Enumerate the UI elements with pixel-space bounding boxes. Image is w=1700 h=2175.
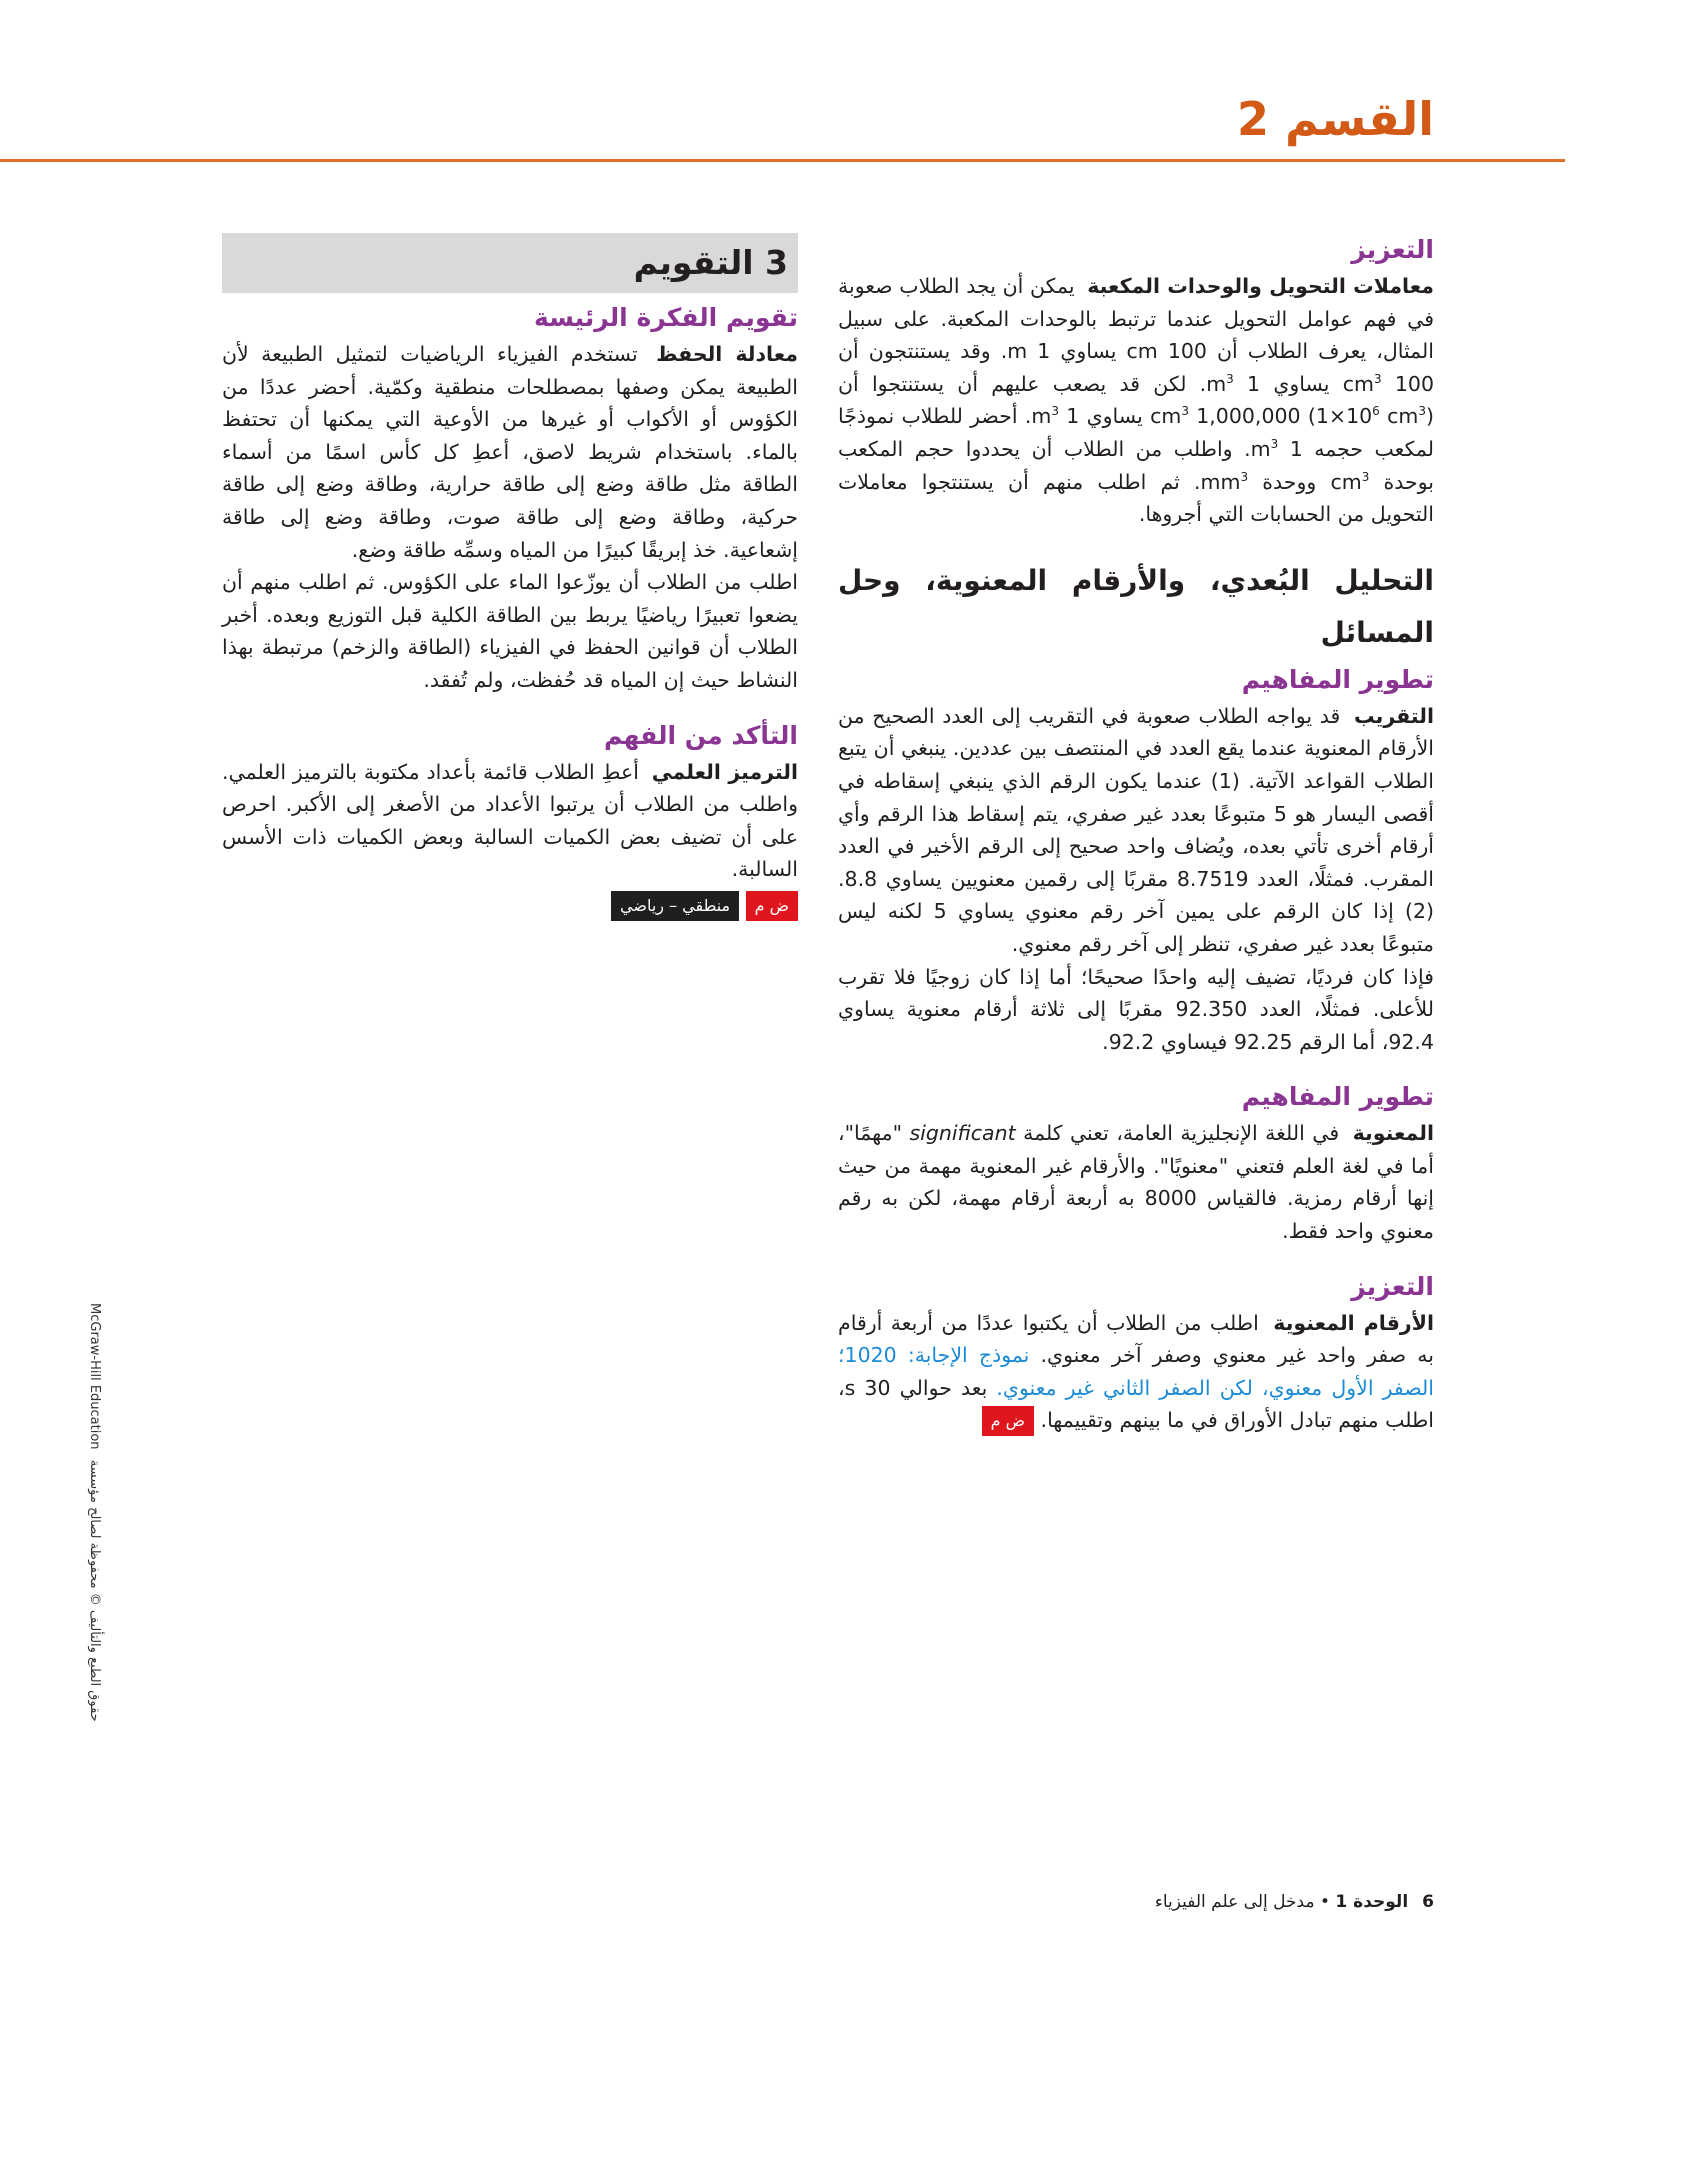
page-footer: 6الوحدة 1 • مدخل إلى علم الفيزياء (1154, 1892, 1434, 1912)
notation-paragraph: الترميز العلمي أعطِ الطلاب قائمة بأعداد مكتوبة بالترميز العلمي. واطلب من الطلاب أن يرتبوا الأعداد من الأصغر إلى الأكبر. احرص على أن تضيف بعض الكميات السالبة وبعض الكميات ذات الأسس السالبة. (222, 759, 798, 882)
copyright-text: حقوق الطبع والتأليف © محفوظة لصالح مؤسسة (87, 1459, 102, 1722)
english-word: significant (909, 1121, 1016, 1146)
assessment-title-bar: 3 التقويم (222, 233, 798, 293)
paragraph-lead: الأرقام المعنوية (1273, 1310, 1434, 1335)
left-column (222, 233, 798, 921)
header-rule (0, 159, 1565, 162)
reinforcement-conversion-paragraph: معاملات التحويل والوحدات المكعبة يمكن أن يجد الطلاب صعوبة في فهم عوامل التحويل عندما ترتبط بالوحدات المكعبة. على سبيل المثال، يعرف الطلاب أن 100 cm يساوي 1 m. وقد يستنتجون أن 100 $cm^3$ يساوي 1 $m^3$. لكن قد يصعب عليهم أن يستنتجوا أن ($1\times 10^6$ $cm^3$) 1,000,000 $cm^3$ يساوي 1 $m^3$. أحضر للطلاب نموذجًا لمكعب حجمه 1 $m^3$. واطلب من الطلاب أن يحددوا حجم المكعب بوحدة $cm^3$ ووحدة $mm^3$. ثم اطلب منهم أن يستنتجوا معاملات التحويل من الحسابات التي أجروها. (838, 274, 1434, 527)
rounding-paragraph-cont: فإذا كان فرديًا، تضيف إليه واحدًا صحيحًا؛ أما إذا كان زوجيًا فلا تقرب للأعلى. فمثلًا، العدد 92.350 مقربًا إلى ثلاثة أرقام معنوية يساوي 92.4، أما الرقم 92.25 فيساوي 92.2. (838, 964, 1434, 1054)
concepts-heading-2: تطوير المفاهيم (1241, 1082, 1434, 1112)
analysis-heading: التحليل البُعدي، والأرقام المعنوية، وحل المسائل (838, 563, 1434, 649)
rounding-paragraph: التقريب قد يواجه الطلاب صعوبة في التقريب إلى العدد الصحيح من الأرقام المعنوية عندما يقع العدد في المنتصف بين عددين. ينبغي أن يتبع الطلاب القواعد الآتية. (1) عندما يكون الرقم الذي ينبغي إسقاطه في أقصى اليسار هو 5 متبوعًا بعدد غير صفري، يتم إسقاط هذا الرقم وأي أرقام أخرى تأتي بعده، ويُضاف واحد صحيح إلى الرقم الأخير في العدد المقرب. فمثلًا، العدد 8.7519 مقربًا إلى رقمين معنويين يساوي 8.8. (2) إذا كان الرقم على يمين آخر رقم معنوي يساوي 5 لكنه ليس متبوعًا بعدد غير صفري، تنظر إلى آخر رقم معنوي. (838, 703, 1435, 956)
paragraph-lead: معاملات التحويل والوحدات المكعبة (1087, 274, 1434, 298)
reinforcement-heading-2: التعزيز (1351, 1271, 1434, 1301)
unit-label: الوحدة 1 (1335, 1892, 1409, 1912)
sample-answer: نموذج الإجابة: 1020؛ الصفر الأول معنوي، لكن الصفر الثاني غير معنوي. (838, 1343, 1434, 1400)
page-number: 6 (1422, 1892, 1434, 1912)
paragraph-lead: الترميز العلمي (651, 759, 798, 784)
concepts-heading: تطوير المفاهيم (1241, 664, 1434, 694)
right-column (838, 233, 1434, 1437)
logical-math-badge: منطقي – رياضي (611, 891, 739, 921)
copyright-credit (87, 1303, 102, 1728)
reinforcement-heading: التعزيز (1351, 235, 1434, 264)
ell-badge: ض م (746, 891, 798, 921)
badge-row (222, 890, 798, 921)
main-idea-heading: تقويم الفكرة الرئيسة (534, 303, 798, 332)
section-title: القسم 2 (1236, 92, 1434, 146)
paragraph-lead: معادلة الحفظ (656, 342, 798, 366)
publisher-name: McGraw-Hill Education (87, 1303, 102, 1450)
sigfig-paragraph: الأرقام المعنوية اطلب من الطلاب أن يكتبوا عددًا من أربعة أرقام به صفر واحد غير معنوي وصفر آخر معنوي. نموذج الإجابة: 1020؛ الصفر الأول معنوي، لكن الصفر الثاني غير معنوي. بعد حوالي 30 s، اطلب منهم تبادل الأوراق في ما بينهم وتقييمها. ض م (838, 1307, 1434, 1437)
conservation-paragraph-2: اطلب من الطلاب أن يوزّعوا الماء على الكؤوس. ثم اطلب منهم أن يضعوا تعبيرًا رياضيًا يربط بين الطاقة الكلية قبل التوزيع وبعده. أخبر الطلاب أن قوانين الحفظ في الفيزياء (الطاقة والزخم) مرتبطة بهذا النشاط حيث إن المياه قد حُفظت، ولم تُفقد. (222, 570, 798, 692)
unit-title: مدخل إلى علم الفيزياء (1154, 1892, 1315, 1912)
significance-paragraph: المعنوية في اللغة الإنجليزية العامة، تعني كلمة significant "مهمًا"، أما في لغة العلم فتعني "معنويًا". والأرقام غير المعنوية مهمة من حيث إنها أرقام رمزية. فالقياس 8000 به أربعة أرقام مهمة، لكن به رقم معنوي واحد فقط. (838, 1121, 1434, 1244)
conservation-paragraph: معادلة الحفظ تستخدم الفيزياء الرياضيات لتمثيل الطبيعة لأن الطبيعة يمكن وصفها بمصطلحات منطقية وكمّية. أحضر عددًا من الكؤوس أو الأكواب أو غيرها من الأوعية التي يمكنها أن تحتفظ بالماء. باستخدام شريط لاصق، أعطِ كل كأس اسمًا من أسماء الطاقة مثل طاقة وضع إلى طاقة حرارية، وطاقة وضع إلى طاقة حركية، وطاقة وضع إلى طاقة صوت، وطاقة وضع إلى طاقة إشعاعية. خذ إبريقًا كبيرًا من المياه وسمِّه طاقة وضع. (222, 342, 798, 562)
ell-badge: ض م (982, 1406, 1034, 1436)
check-heading: التأكد من الفهم (604, 720, 798, 750)
paragraph-lead: المعنوية (1352, 1121, 1434, 1146)
paragraph-lead: التقريب (1353, 703, 1434, 728)
